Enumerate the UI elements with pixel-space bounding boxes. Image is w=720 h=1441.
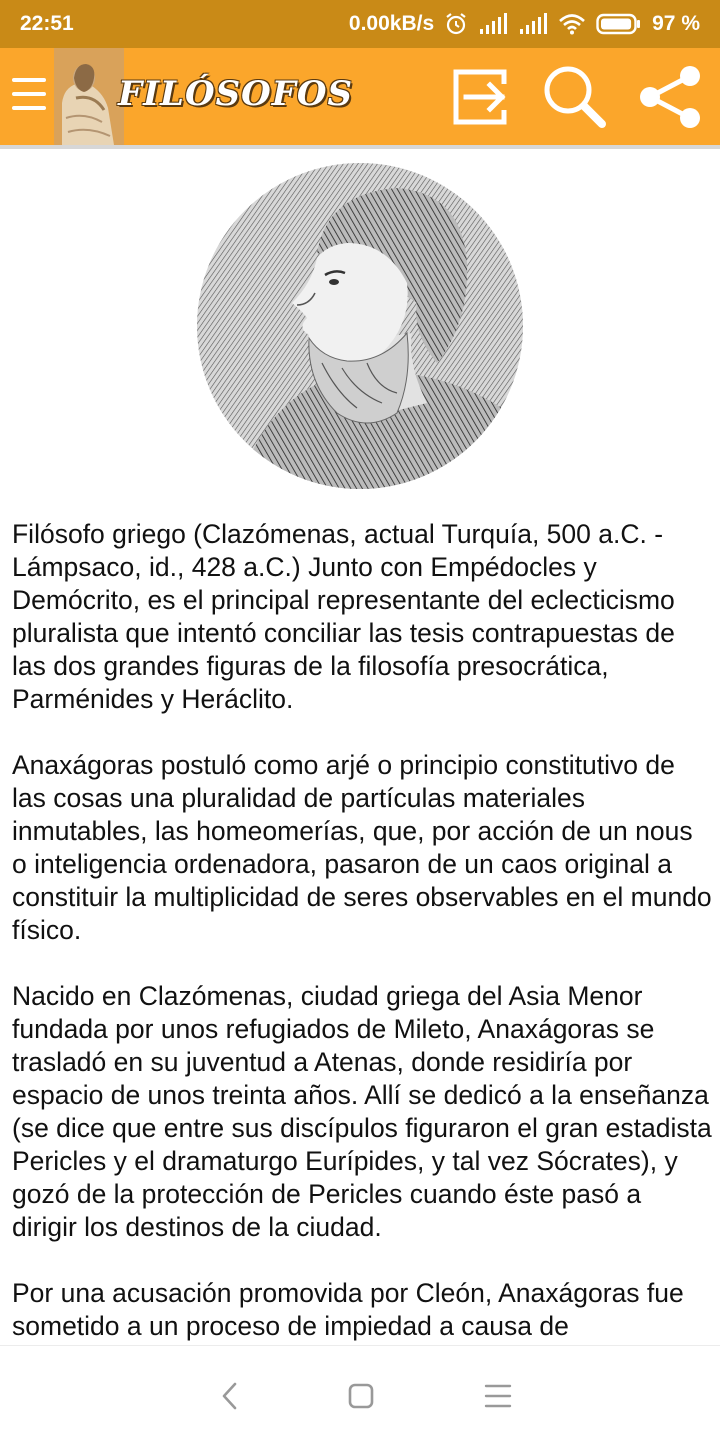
article-paragraph-4: Por una acusación promovida por Cleón, Anaxágoras fue sometido a un proceso de impiedad a causa de — [12, 1278, 684, 1341]
signal-icon — [478, 13, 508, 35]
hamburger-icon[interactable] — [12, 78, 46, 114]
article-paragraph-1: Filósofo griego (Clazómenas, actual Turquía, 500 a.C. - Lámpsaco, id., 428 a.C.) Junto con Empédocles y Demócrito, es el principal representante del eclecticismo pluralista que intentó conciliar las tesis contrapuestas de las dos grandes figuras de la filosofía presocrática, Parménides y Heráclito. — [12, 519, 675, 714]
battery-percent: 97 % — [652, 12, 700, 35]
home-icon[interactable] — [340, 1376, 380, 1416]
article-content — [12, 518, 712, 1376]
back-icon[interactable] — [210, 1376, 250, 1416]
article-paragraph-2: Anaxágoras postuló como arjé o principio constitutivo de las cosas una pluralidad de partículas materiales inmutables, las homeomerías, que, por acción de un nous o inteligencia ordenadora, pasaron de un caos original a constituir la multiplicidad de seres observables en el mundo físico. — [12, 750, 712, 945]
recents-icon[interactable] — [478, 1376, 518, 1416]
app-title: FILÓSOFOS — [118, 74, 354, 114]
philosopher-portrait — [197, 163, 523, 489]
status-icons — [349, 12, 700, 36]
philosopher-logo-image — [54, 48, 124, 145]
system-nav-bar — [0, 1345, 720, 1441]
article-paragraph-3: Nacido en Clazómenas, ciudad griega del Asia Menor fundada por unos refugiados de Mileto, Anaxágoras se trasladó en su juventud a Atenas, donde residiría por espacio de unos treinta años. Allí se dedicó a la enseñanza (se dice que entre sus discípulos figuraron el gran estadista Pericles y el dramaturgo Eurípides, y tal vez Sócrates), y gozó de la protección de Pericles cuando éste pasó a dirigir los destinos de la ciudad. — [12, 981, 712, 1242]
signal-icon — [518, 13, 548, 35]
exit-icon[interactable] — [446, 62, 516, 132]
share-icon[interactable] — [636, 62, 706, 132]
search-icon[interactable] — [540, 62, 610, 132]
app-bar — [0, 48, 720, 149]
wifi-icon — [558, 13, 586, 35]
status-bar — [0, 0, 720, 48]
battery-icon — [596, 13, 642, 35]
network-speed: 0.00kB/s — [348, 12, 435, 35]
status-time: 22:51 — [20, 12, 74, 35]
alarm-icon — [444, 12, 468, 36]
